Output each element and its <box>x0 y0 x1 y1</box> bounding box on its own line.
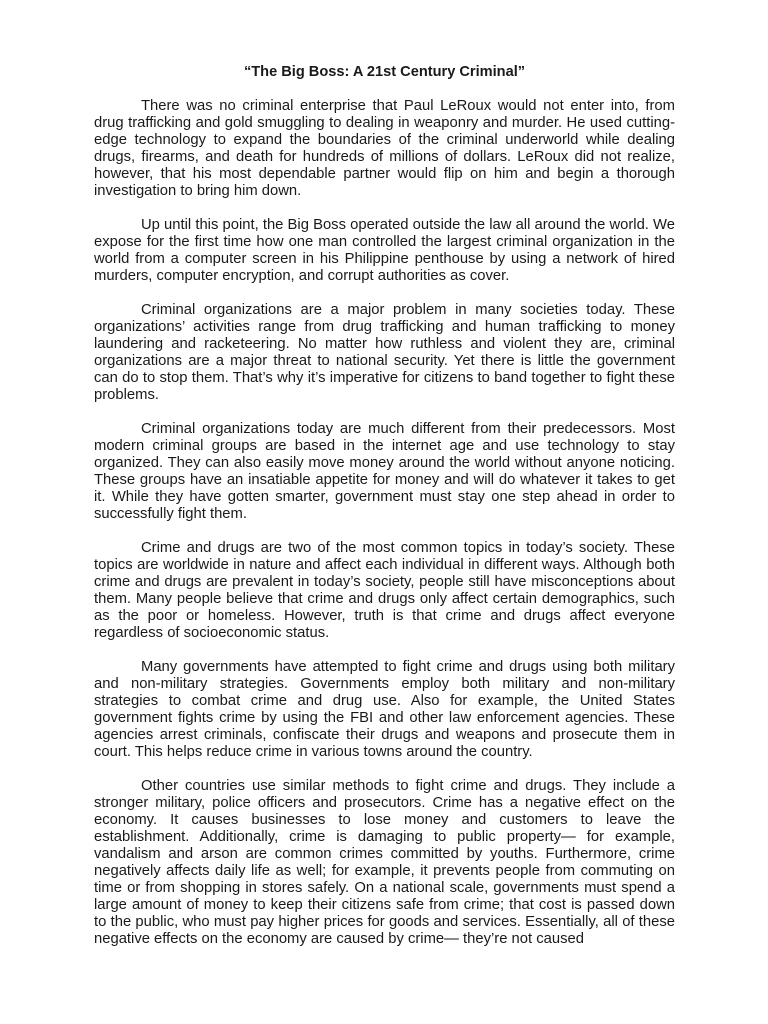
document-body <box>94 64 675 948</box>
paragraph-1: There was no criminal enterprise that Paul LeRoux would not enter into, from drug trafficking and gold smuggling to dealing in weaponry and murder. He used cutting-edge technology to expand the boundaries of the criminal underworld while dealing drugs, firearms, and death for hundreds of millions of dollars. LeRoux did not realize, however, that his most dependable partner would flip on him and begin a thorough investigation to bring him down. <box>94 98 675 199</box>
paragraph-5: Crime and drugs are two of the most common topics in today’s society. These topics are worldwide in nature and affect each individual in different ways. Although both crime and drugs are prevalent in today’s society, people still have misconceptions about them. Many people believe that crime and drugs only affect certain demographics, such as the poor or homeless. However, truth is that crime and drugs affect everyone regardless of socioeconomic status. <box>94 540 675 641</box>
paragraph-7: Other countries use similar methods to fight crime and drugs. They include a stronger military, police officers and prosecutors. Crime has a negative effect on the economy. It causes businesses to lose money and customers to leave the establishment. Additionally, crime is damaging to public property— for example, vandalism and arson are common crimes committed by youths. Furthermore, crime negatively affects daily life as well; for example, it prevents people from commuting on time or from shopping in stores safely. On a national scale, governments must spend a large amount of money to keep their citizens safe from crime; that cost is passed down to the public, who must pay higher prices for goods and services. Essentially, all of these negative effects on the economy are caused by crime— they’re not caused <box>94 778 675 947</box>
paragraph-4: Criminal organizations today are much different from their predecessors. Most modern criminal groups are based in the internet age and use technology to stay organized. They can also easily move money around the world without anyone noticing. These groups have an insatiable appetite for money and will do whatever it takes to get it. While they have gotten smarter, government must stay one step ahead in order to successfully fight them. <box>94 421 675 522</box>
paragraph-3: Criminal organizations are a major problem in many societies today. These organizations’ activities range from drug trafficking and human trafficking to money laundering and racketeering. No matter how ruthless and violent they are, criminal organizations are a major threat to national security. Yet there is little the government can do to stop them. That’s why it’s imperative for citizens to band together to fight these problems. <box>94 302 675 403</box>
paragraph-6: Many governments have attempted to fight crime and drugs using both military and non-military strategies. Governments employ both military and non-military strategies to combat crime and drug use. Also for example, the United States government fights crime by using the FBI and other law enforcement agencies. These agencies arrest criminals, confiscate their drugs and weapons and prosecute them in court. This helps reduce crime in various towns around the country. <box>94 659 675 760</box>
paragraph-2: Up until this point, the Big Boss operated outside the law all around the world. We expose for the first time how one man controlled the largest criminal organization in the world from a computer screen in his Philippine penthouse by using a network of hired murders, computer encryption, and corrupt authorities as cover. <box>94 217 675 284</box>
document-title: “The Big Boss: A 21st Century Criminal” <box>243 64 526 80</box>
